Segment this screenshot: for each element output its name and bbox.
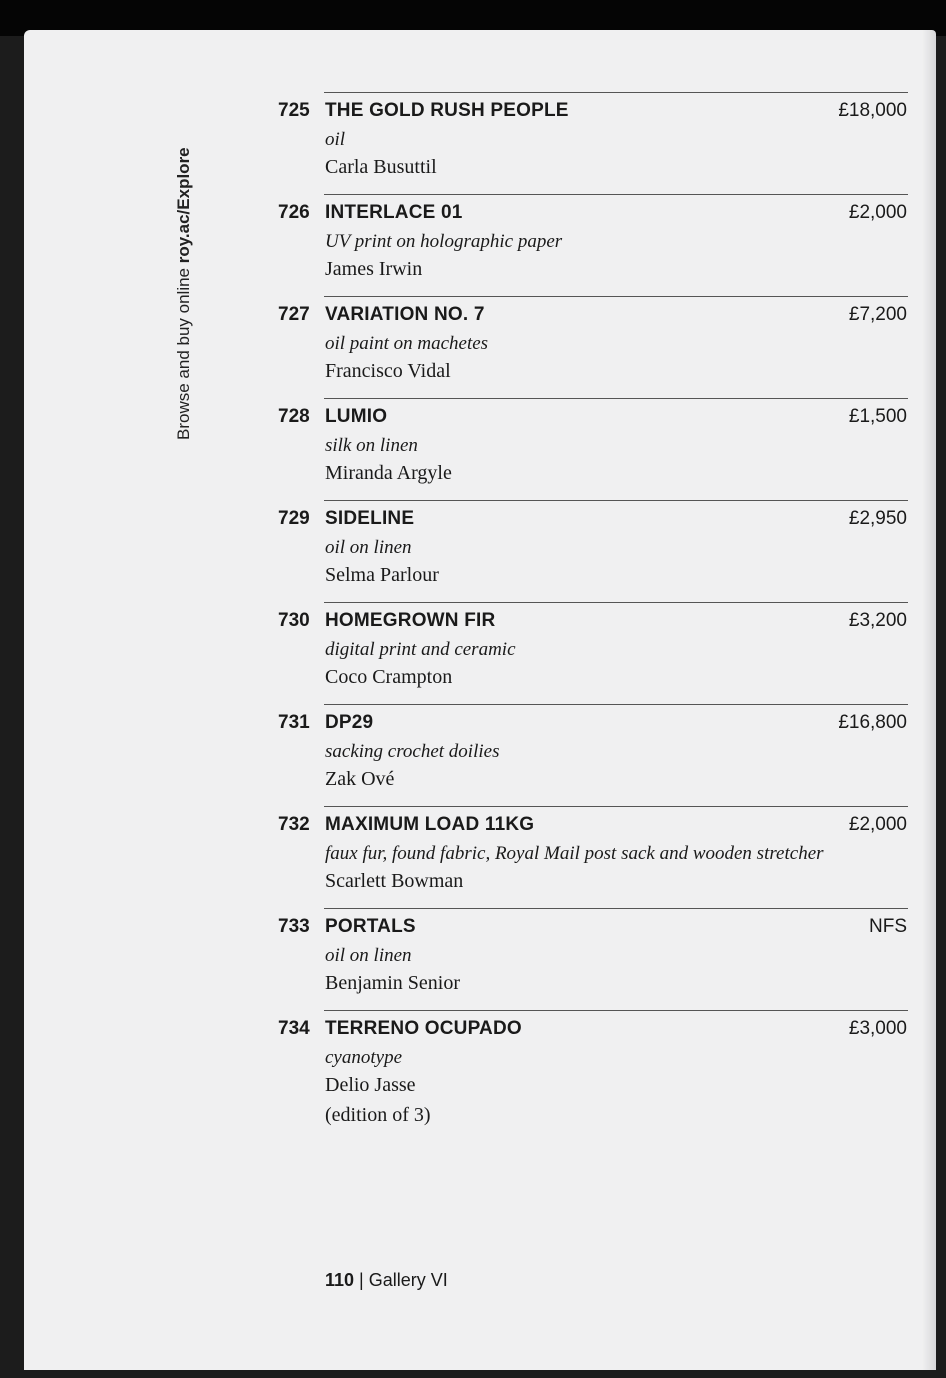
explore-link[interactable]: roy.ac/Explore [174, 147, 193, 264]
entry-title: SIDELINE [325, 508, 415, 529]
catalogue-entry [24, 1010, 936, 1150]
entry-divider [324, 92, 908, 93]
catalogue-entry [24, 500, 936, 600]
entry-title: HOMEGROWN FIR [325, 610, 496, 631]
entry-medium: cyanotype [325, 1047, 403, 1068]
entry-medium: faux fur, found fabric, Royal Mail post sack and wooden stretcher [325, 843, 824, 864]
entry-title: VARIATION NO. 7 [325, 304, 485, 325]
entry-divider [324, 500, 908, 501]
entry-number: 726 [278, 202, 310, 223]
entry-number: 727 [278, 304, 310, 325]
page-footer [325, 1270, 448, 1291]
entry-price: £18,000 [838, 100, 907, 121]
entry-artist: James Irwin [325, 258, 423, 280]
entry-medium: oil on linen [325, 537, 412, 558]
entry-title: PORTALS [325, 916, 416, 937]
entry-artist: Benjamin Senior [325, 972, 460, 994]
entry-divider [324, 398, 908, 399]
entry-artist: Miranda Argyle [325, 462, 452, 484]
catalogue-entry [24, 194, 936, 294]
entry-divider [324, 704, 908, 705]
entry-edition: (edition of 3) [325, 1104, 431, 1126]
page-number: 110 [325, 1270, 355, 1290]
entry-medium: oil [325, 129, 346, 150]
entry-artist: Selma Parlour [325, 564, 439, 586]
entry-divider [324, 806, 908, 807]
gallery-name: Gallery VI [368, 1270, 448, 1290]
entry-medium: silk on linen [325, 435, 418, 456]
entry-artist: Coco Crampton [325, 666, 453, 688]
catalogue-entry [24, 398, 936, 498]
entry-number: 728 [278, 406, 310, 427]
entry-price: £7,200 [848, 304, 907, 325]
entry-number: 734 [278, 1018, 310, 1039]
entry-price: £2,950 [848, 508, 907, 529]
entry-divider [324, 296, 908, 297]
catalogue-entry [24, 806, 936, 906]
entry-title: TERRENO OCUPADO [325, 1018, 522, 1039]
catalogue-entry [24, 92, 936, 192]
entry-number: 731 [278, 712, 310, 733]
entry-title: MAXIMUM LOAD 11KG [325, 814, 535, 835]
entry-medium: UV print on holographic paper [325, 231, 563, 252]
entry-title: INTERLACE 01 [325, 202, 463, 223]
catalogue-entry [24, 704, 936, 804]
entry-price: £3,200 [848, 610, 907, 631]
entry-medium: oil paint on machetes [325, 333, 489, 354]
entry-artist: Francisco Vidal [325, 360, 451, 382]
entry-price: NFS [869, 916, 907, 937]
entry-artist: Zak Ové [325, 768, 395, 790]
entry-artist: Scarlett Bowman [325, 870, 464, 892]
browse-online-prefix: Browse and buy online [174, 263, 193, 440]
entry-price: £3,000 [848, 1018, 907, 1039]
entry-divider [324, 1010, 908, 1011]
catalogue-entry [24, 602, 936, 702]
entry-number: 730 [278, 610, 310, 631]
entry-divider [324, 908, 908, 909]
entry-title: THE GOLD RUSH PEOPLE [325, 100, 569, 121]
footer-separator: | [354, 1270, 369, 1290]
entry-divider [324, 602, 908, 603]
entry-price: £2,000 [848, 814, 907, 835]
entry-price: £16,800 [838, 712, 907, 733]
entry-title: DP29 [325, 712, 374, 733]
entry-medium: oil on linen [325, 945, 412, 966]
entry-medium: sacking crochet doilies [325, 741, 500, 762]
entry-price: £1,500 [848, 406, 907, 427]
catalogue-entry [24, 296, 936, 396]
catalogue-page [24, 30, 936, 1370]
entry-number: 729 [278, 508, 310, 529]
entry-title: LUMIO [325, 406, 388, 427]
entry-number: 733 [278, 916, 310, 937]
entry-artist: Carla Busuttil [325, 156, 437, 178]
entry-medium: digital print and ceramic [325, 639, 516, 660]
catalogue-entry [24, 908, 936, 1008]
entry-number: 732 [278, 814, 310, 835]
entry-artist: Delio Jasse [325, 1074, 416, 1096]
entry-price: £2,000 [848, 202, 907, 223]
entry-divider [324, 194, 908, 195]
entry-number: 725 [278, 100, 310, 121]
